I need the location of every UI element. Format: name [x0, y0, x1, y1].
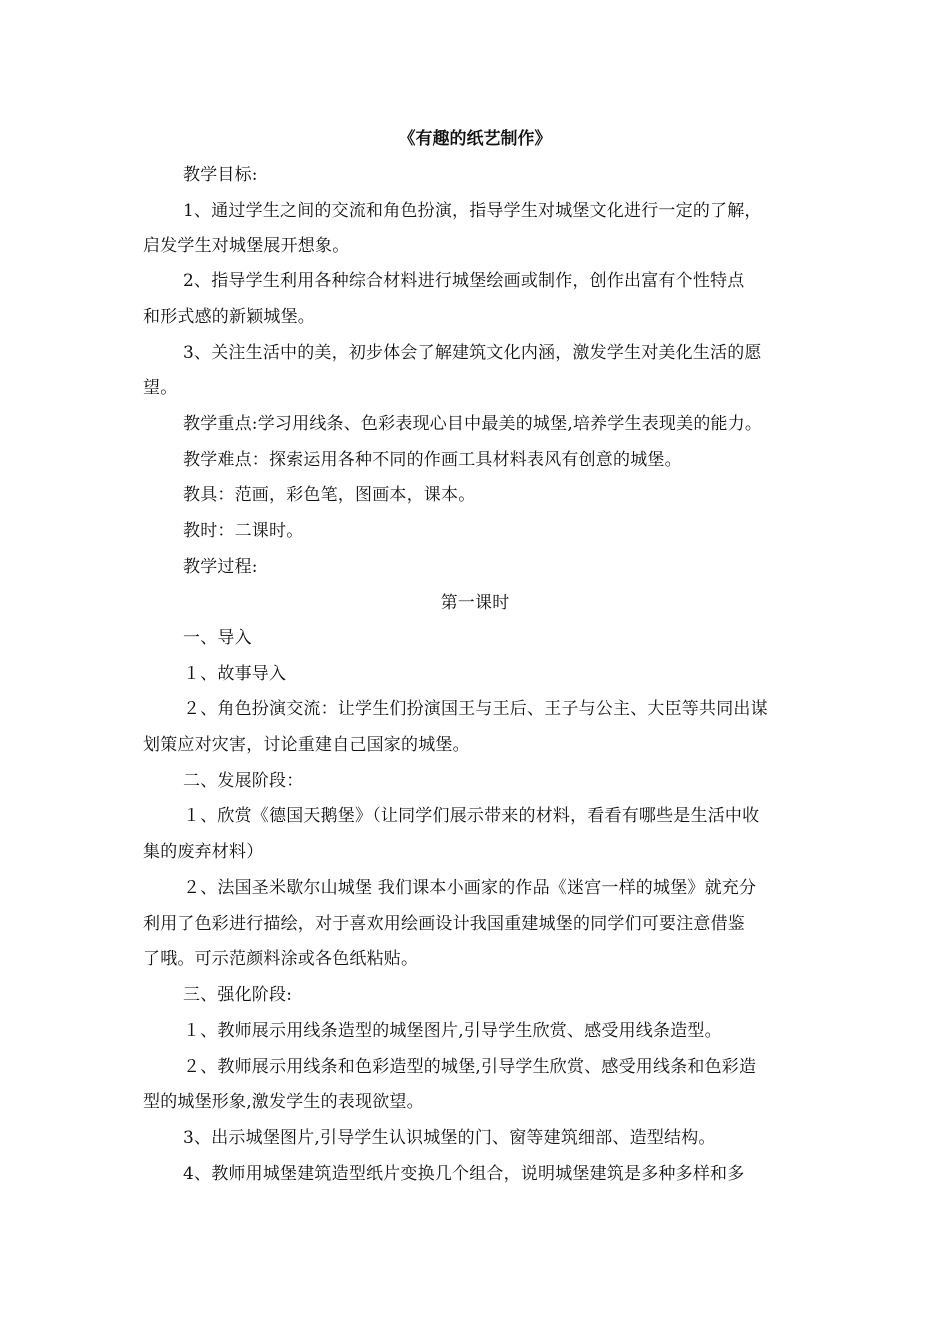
section-1-heading: 一、导入: [183, 628, 252, 648]
document-title: 《有趣的纸艺制作》: [398, 129, 552, 149]
section-2-item-2-line-2: 利用了色彩进行描绘，对于喜欢用绘画设计我国重建城堡的同学们可要注意借鉴: [143, 914, 745, 934]
goal-2-line-1: 2、指导学生利用各种综合材料进行城堡绘画或制作，创作出富有个性特点: [183, 271, 745, 291]
goal-3-line-2: 望。: [143, 378, 178, 398]
goals-heading: 教学目标:: [183, 165, 258, 185]
process-heading: 教学过程:: [183, 557, 258, 577]
section-2-item-2-line-1: ２、法国圣米歇尔山城堡 我们课本小画家的作品《迷宫一样的城堡》就充分: [183, 878, 757, 898]
section-3-heading: 三、强化阶段:: [183, 985, 293, 1005]
section-3-item-2-line-2: 型的城堡形象,激发学生的表现欲望。: [143, 1092, 424, 1112]
teaching-tools: 教具：范画，彩色笔，图画本，课本。: [183, 485, 476, 505]
section-3-item-1: １、教师展示用线条造型的城堡图片,引导学生欣赏、感受用线条造型。: [183, 1021, 722, 1041]
section-2-heading: 二、发展阶段：: [183, 771, 304, 791]
section-1-item-1: １、故事导入: [183, 664, 287, 684]
section-1-item-2-line-2: 划策应对灾害，讨论重建自己国家的城堡。: [143, 735, 470, 755]
difficulty: 教学难点：探索运用各种不同的作画工具材料表风有创意的城堡。: [183, 450, 682, 470]
teaching-hours: 教时：二课时。: [183, 521, 304, 541]
lesson-heading: 第一课时: [440, 593, 510, 613]
section-1-item-2-line-1: ２、角色扮演交流：让学生们扮演国王与王后、王子与公主、大臣等共同出谋: [183, 699, 768, 719]
goal-2-line-2: 和形式感的新颖城堡。: [143, 307, 315, 327]
section-3-item-2-line-1: ２、教师展示用线条和色彩造型的城堡,引导学生欣赏、感受用线条和色彩造: [183, 1057, 757, 1077]
section-3-item-4-line-1: 4、教师用城堡建筑造型纸片变换几个组合，说明城堡建筑是多种多样和多: [183, 1164, 745, 1184]
goal-3-line-1: 3、关注生活中的美，初步体会了解建筑文化内涵，激发学生对美化生活的愿: [183, 343, 762, 363]
goal-1-line-1: 1、通过学生之间的交流和角色扮演，指导学生对城堡文化进行一定的了解，: [183, 201, 762, 221]
goal-1-line-2: 启发学生对城堡展开想象。: [143, 236, 350, 256]
section-2-item-1-line-1: １、欣赏《德国天鹅堡》（让同学们展示带来的材料，看看有哪些是生活中收: [183, 806, 760, 826]
key-point: 教学重点:学习用线条、色彩表现心目中最美的城堡,培养学生表现美的能力。: [183, 414, 763, 434]
section-2-item-2-line-3: 了哦。可示范颜料涂或各色纸粘贴。: [143, 949, 419, 969]
section-3-item-3: 3、出示城堡图片,引导学生认识城堡的门、窗等建筑细部、造型结构。: [183, 1128, 716, 1148]
section-2-item-1-line-2: 集的废弃材料）: [143, 842, 264, 862]
